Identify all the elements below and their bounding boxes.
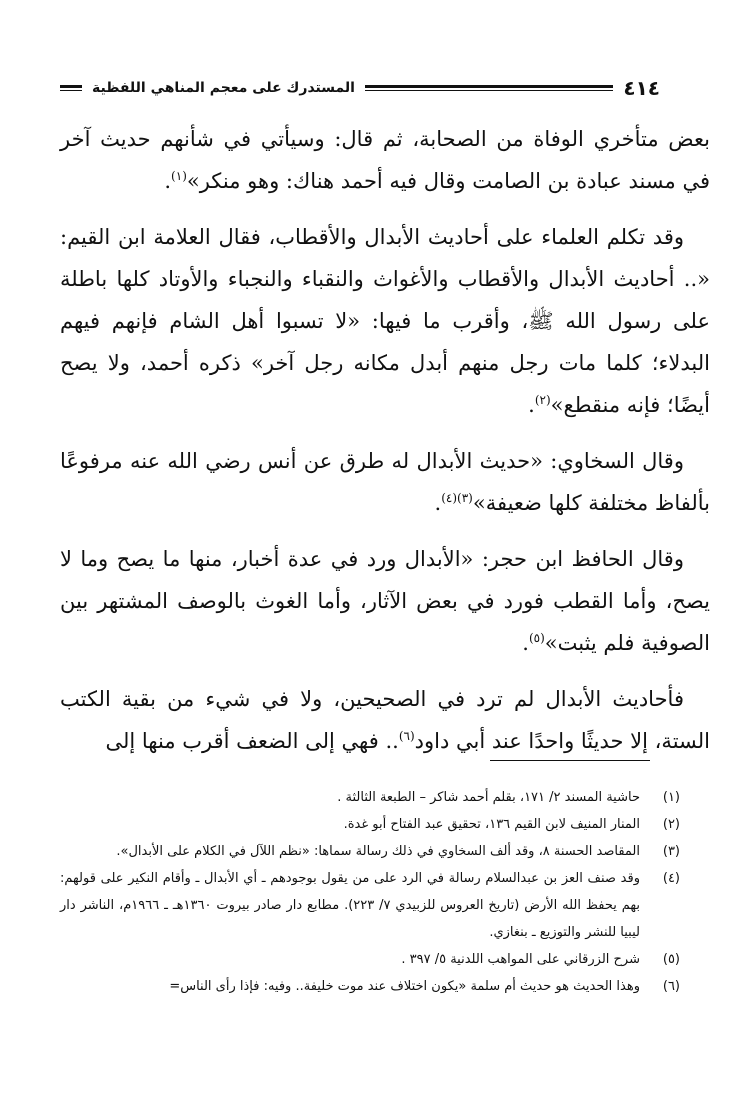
header-rule-end bbox=[60, 85, 82, 91]
footnote-number: (٣) bbox=[662, 844, 680, 859]
footnote-item bbox=[60, 838, 680, 865]
footnote-number: (٤) bbox=[662, 871, 680, 886]
footnote-number: (١) bbox=[662, 790, 680, 805]
paragraph-4 bbox=[60, 538, 710, 664]
footnote-text: وقد صنف العز بن عبدالسلام رسالة في الرد على من يقول بوجودهم ـ أي الأبدال ـ وأقام النكير على قولهم: بهم يحفظ الله الأرض (تاريخ العروس للزبيدي ٧/ ٢٢٣). مطابع دار صادر بيروت ١٣٦٠هـ ـ ١٩٦٦م، الناشر دار ليبيا للنشر والتوزيع ـ بنغازي. bbox=[60, 871, 641, 940]
paragraph-text: بعض متأخري الوفاة من الصحابة، ثم قال: وسيأتي في شأنهم حديث آخر في مسند عبادة بن الصامت وقال فيه أحمد هناك: وهو منكر» bbox=[60, 127, 710, 193]
page-header bbox=[60, 74, 660, 102]
paragraph-text: وقد تكلم العلماء على أحاديث الأبدال والأقطاب، فقال العلامة ابن القيم: «.. أحاديث الأبدال والأقطاب والأغواث والنقباء والنجباء والأوتاد كلها باطلة على رسول الله ﷺ، وأقرب ما فيها: «لا تسبوا أهل الشام فإنهم فيهم البدلاء؛ كلما مات رجل منهم أبدل مكانه رجل آخر» ذكره أحمد، ولا يصح أيضًا؛ فإنه منقطع» bbox=[60, 225, 710, 417]
footnote-ref: (٢) bbox=[534, 393, 551, 407]
footnote-number: (٢) bbox=[662, 817, 680, 832]
footnote-item bbox=[60, 973, 680, 1000]
paragraph-text: . bbox=[522, 631, 529, 655]
paragraph-3 bbox=[60, 440, 710, 524]
footnote-text: المنار المنيف لابن القيم ١٣٦، تحقيق عبد الفتاح أبو غدة. bbox=[343, 817, 640, 832]
paragraph-text: . bbox=[434, 491, 442, 515]
running-title: المستدرك على معجم المناهي اللفظية bbox=[92, 80, 355, 96]
footnote-text: وهذا الحديث هو حديث أم سلمة «يكون اختلاف عند موت خليفة.. وفيه: فإذا رأى الناس= bbox=[169, 979, 640, 994]
footnote-ref: (٣)(٤) bbox=[441, 491, 473, 505]
paragraph-text: . bbox=[164, 169, 172, 193]
footnote-item bbox=[60, 811, 680, 838]
footnote-item bbox=[60, 865, 680, 946]
footnote-item bbox=[60, 784, 680, 811]
paragraph-5 bbox=[60, 678, 710, 762]
footnote-separator bbox=[490, 760, 650, 761]
paragraph-text: فأحاديث الأبدال لم ترد في الصحيحين، ولا في شيء من بقية الكتب الستة، إلا حديثًا واحدًا عند أبي داود bbox=[60, 687, 710, 753]
body-text bbox=[60, 118, 710, 776]
paragraph-2 bbox=[60, 216, 710, 426]
paragraph-text: . bbox=[528, 393, 535, 417]
footnote-ref: (٦) bbox=[398, 729, 415, 743]
footnote-ref: (١) bbox=[171, 169, 187, 183]
footnote-number: (٦) bbox=[662, 979, 680, 994]
header-rule bbox=[365, 85, 613, 91]
footnote-text: حاشية المسند ٢/ ١٧١، بقلم أحمد شاكر – الطبعة الثالثة . bbox=[337, 790, 640, 805]
paragraph-text: وقال الحافظ ابن حجر: «الأبدال ورد في عدة أخبار، منها ما يصح وما لا يصح، وأما القطب فورد في بعض الآثار، وأما الغوث بالوصف المشتهر بين الصوفية فلم يثبت» bbox=[60, 547, 710, 655]
paragraph-text: وقال السخاوي: «حديث الأبدال له طرق عن أنس رضي الله عنه مرفوعًا بألفاظ مختلفة كلها ضعيفة» bbox=[60, 449, 710, 515]
footnote-number: (٥) bbox=[662, 952, 680, 967]
page-number: ٤١٤ bbox=[623, 76, 660, 100]
footnote-text: المقاصد الحسنة ٨، وقد ألف السخاوي في ذلك رسالة سماها: «نظم اللآل في الكلام على الأبدال». bbox=[116, 844, 640, 859]
paragraph-1 bbox=[60, 118, 710, 202]
footnote-item bbox=[60, 946, 680, 973]
footnotes bbox=[60, 784, 680, 1000]
paragraph-text: .. فهي إلى الضعف أقرب منها إلى bbox=[105, 729, 399, 753]
footnote-text: شرح الزرقاني على المواهب اللدنية ٥/ ٣٩٧ . bbox=[401, 952, 640, 967]
footnote-ref: (٥) bbox=[528, 631, 545, 645]
